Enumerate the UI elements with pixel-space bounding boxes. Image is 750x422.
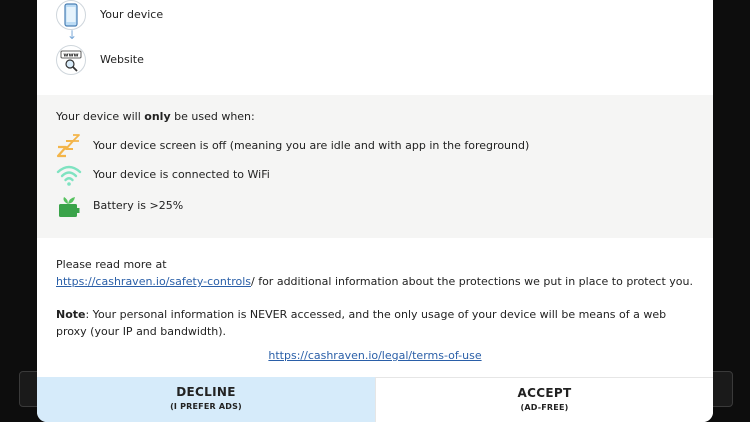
conditions-intro: Your device will only be used when: — [56, 110, 255, 123]
read-more-text: Please read more at https://cashraven.io/safety-controls/ for additional information about the protections we put in place to protect you. — [56, 258, 693, 288]
terms-of-use-link[interactable]: https://cashraven.io/legal/terms-of-use — [268, 349, 482, 362]
condition-screen-off — [56, 133, 696, 159]
accept-sublabel: (AD-FREE) — [520, 403, 569, 412]
device-label: Your device — [100, 8, 164, 21]
arrow-down-icon: ↓ — [67, 28, 78, 42]
data-flow-diagram — [37, 0, 713, 95]
phone-icon — [56, 0, 86, 30]
decline-button[interactable] — [37, 377, 375, 422]
info-section — [56, 256, 696, 340]
conditions-emphasis: only — [144, 110, 171, 123]
condition-wifi-text: Your device is connected to WiFi — [93, 168, 270, 181]
decline-sublabel: (I PREFER ADS) — [170, 402, 242, 411]
www-text: www — [63, 52, 79, 59]
accept-button[interactable] — [375, 377, 713, 422]
terms-of-use — [37, 349, 713, 362]
wifi-icon — [56, 162, 82, 188]
condition-screen-off-text: Your device screen is off (meaning you are idle and with app in the foreground) — [93, 139, 530, 152]
decline-label: DECLINE — [176, 385, 236, 399]
condition-battery — [56, 193, 696, 219]
consent-modal — [37, 0, 713, 422]
accept-label: ACCEPT — [517, 386, 572, 400]
privacy-note: Note: Your personal information is NEVER accessed, and the only usage of your device will be means of a web proxy (your IP and bandwidth). — [56, 308, 667, 338]
website-label: Website — [100, 53, 144, 66]
note-label: Note — [56, 308, 86, 321]
website-search-icon — [56, 45, 86, 75]
usage-conditions — [37, 95, 713, 238]
condition-wifi — [56, 162, 696, 188]
sleep-zzz-icon — [56, 133, 82, 159]
battery-plant-icon — [56, 193, 82, 219]
safety-controls-link[interactable]: https://cashraven.io/safety-controls — [56, 275, 251, 288]
condition-battery-text: Battery is >25% — [93, 199, 184, 212]
